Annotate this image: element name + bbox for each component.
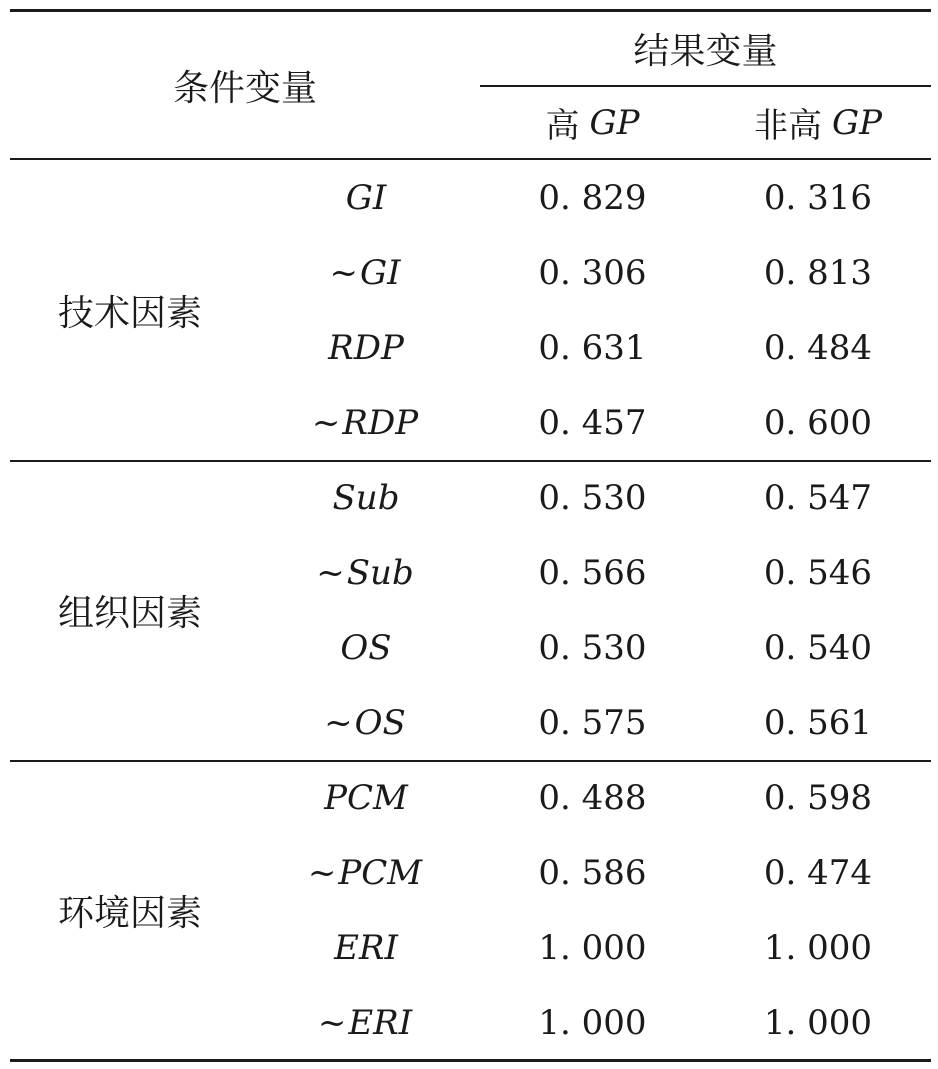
variable-cell	[250, 835, 480, 910]
variable-name: RDP	[342, 402, 419, 443]
variable-cell	[250, 310, 480, 385]
negation-tilde: ~	[307, 852, 337, 893]
nonhigh-gp-value: 0. 547	[763, 477, 873, 518]
high-gp-prefix: 高	[545, 106, 580, 146]
variable-cell	[250, 385, 480, 460]
high-gp-value: 1. 000	[538, 927, 647, 968]
nonhigh-gp-value: 0. 484	[763, 327, 873, 368]
negation-tilde: ~	[311, 402, 341, 443]
variable-cell	[250, 910, 480, 985]
variable-name: Sub	[332, 477, 400, 518]
high-gp-value: 0. 530	[538, 477, 647, 518]
nonhigh-gp-value: 1. 000	[763, 927, 873, 968]
variable-cell	[250, 985, 480, 1060]
variable-cell	[250, 760, 480, 835]
variable-name: GI	[345, 177, 387, 218]
variable-name: PCM	[324, 777, 408, 818]
variable-name: GI	[359, 252, 401, 293]
nonhigh-gp-value: 0. 546	[763, 552, 873, 593]
nonhigh-gp-value: 0. 600	[763, 402, 873, 443]
variable-cell	[250, 535, 480, 610]
group-label: 技术因素	[57, 292, 202, 334]
group-label: 组织因素	[57, 592, 202, 634]
negation-tilde: ~	[324, 702, 353, 743]
high-gp-value: 0. 829	[538, 177, 647, 218]
group-label: 环境因素	[57, 892, 202, 934]
negation-tilde: ~	[329, 252, 358, 293]
variable-cell	[250, 610, 480, 685]
variable-cell	[250, 160, 480, 235]
nonhigh-gp-header	[705, 87, 931, 158]
nonhigh-gp-value: 1. 000	[763, 1002, 873, 1043]
nonhigh-gp-value: 0. 598	[763, 777, 873, 818]
nonhigh-gp-value: 0. 561	[763, 702, 873, 743]
high-gp-value: 1. 000	[538, 1002, 647, 1043]
nonhigh-gp-value: 0. 540	[763, 627, 873, 668]
high-gp-header	[480, 87, 705, 158]
high-gp-value: 0. 488	[538, 777, 647, 818]
high-gp-var: GP	[589, 102, 640, 143]
results-table	[10, 0, 931, 1069]
high-gp-value: 0. 575	[538, 702, 647, 743]
variable-name: Sub	[346, 552, 414, 593]
nonhigh-gp-value: 0. 813	[763, 252, 873, 293]
nonhigh-gp-value: 0. 474	[763, 852, 873, 893]
result-variable-header: 结果变量	[633, 31, 778, 72]
variable-name: ERI	[334, 927, 398, 968]
variable-name: RDP	[328, 327, 404, 368]
nonhigh-gp-prefix: 非高	[753, 106, 822, 146]
variable-name: OS	[354, 702, 406, 743]
high-gp-value: 0. 631	[538, 327, 647, 368]
variable-cell	[250, 460, 480, 535]
variable-name: OS	[340, 627, 392, 668]
variable-name: PCM	[338, 852, 423, 893]
nonhigh-gp-var: GP	[831, 102, 883, 143]
negation-tilde: ~	[317, 1002, 347, 1043]
negation-tilde: ~	[316, 552, 345, 593]
nonhigh-gp-value: 0. 316	[763, 177, 873, 218]
condition-variable-header: 条件变量	[172, 67, 317, 109]
high-gp-value: 0. 566	[538, 552, 647, 593]
variable-cell	[250, 235, 480, 310]
variable-name: ERI	[348, 1002, 413, 1043]
high-gp-value: 0. 457	[538, 402, 647, 443]
high-gp-value: 0. 306	[538, 252, 647, 293]
high-gp-value: 0. 586	[538, 852, 647, 893]
high-gp-value: 0. 530	[538, 627, 647, 668]
variable-cell	[250, 685, 480, 760]
